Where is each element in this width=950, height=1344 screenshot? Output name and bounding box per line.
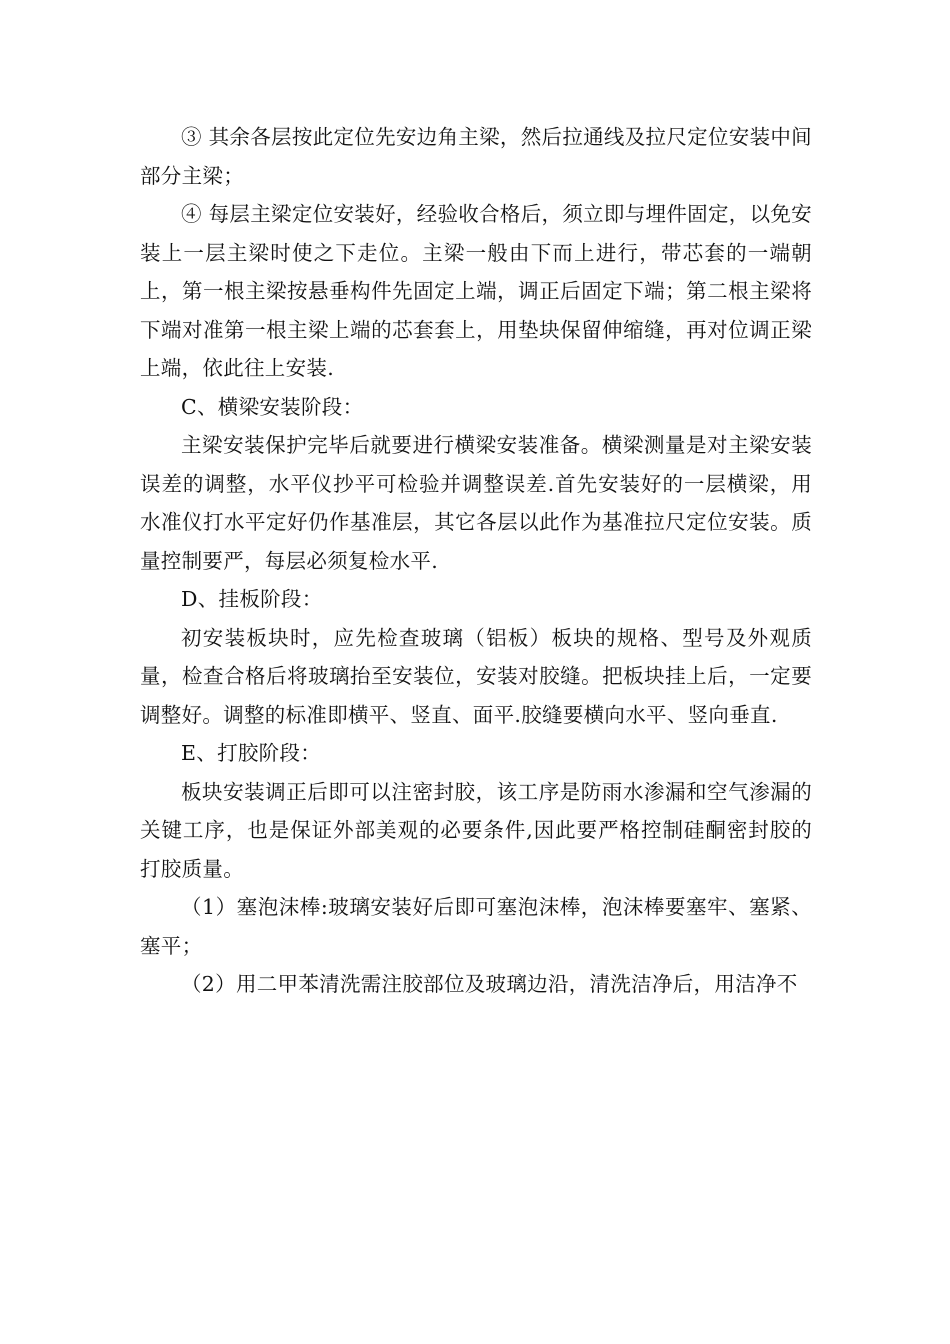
document-body [140,118,812,1004]
section-heading-crossbeam: C、横梁安装阶段： [181,394,364,419]
paragraph-sealing: 板块安装调正后即可以注密封胶，该工序是防雨水渗漏和空气渗漏的关键工序，也是保证外部美观的必要条件,因此要严格控制硅酮密封胶的打胶质量。 [140,779,812,881]
paragraph-cleaning: （2）用二甲苯清洗需注胶部位及玻璃边沿，清洗洁净后，用洁净不 [181,972,798,996]
section-heading-sealing: E、打胶阶段： [181,741,322,765]
paragraph-foam-rod: （1）塞泡沫棒:玻璃安装好后即可塞泡沫棒，泡沫棒要塞牢、塞紧、塞平； [140,895,812,958]
paragraph-step-3: ③ 其余各层按此定位先安边角主梁，然后拉通线及拉尺定位安装中间部分主梁； [140,125,812,188]
paragraph-step-4: ④ 每层主梁定位安装好，经验收合格后，须立即与埋件固定，以免安装上一层主梁时使之下走位。主梁一般由下而上进行，带芯套的一端朝上，第一根主梁按悬垂构件先固定上端，调正后固定下端；第二根主梁将下端对准第一根主梁上端的芯套套上，用垫块保留伸缩缝，再对位调正梁上端，依此往上安装. [140,202,812,380]
paragraph-crossbeam: 主梁安装保护完毕后就要进行横梁安装准备。横梁测量是对主梁安装误差的调整，水平仪抄平可检验并调整误差.首先安装好的一层横梁，用水准仪打水平定好仍作基准层，其它各层以此作为基准拉尺定位安装。质量控制要严，每层必须复检水平. [140,433,812,573]
section-heading-panel-hanging: D、挂板阶段： [181,587,323,611]
paragraph-panel-hanging: 初安装板块时，应先检查玻璃（铝板）板块的规格、型号及外观质量，检查合格后将玻璃抬至安装位，安装对胶缝。把板块挂上后，一定要调整好。调整的标准即横平、竖直、面平.胶缝要横向水平、竖向垂直. [140,625,812,727]
